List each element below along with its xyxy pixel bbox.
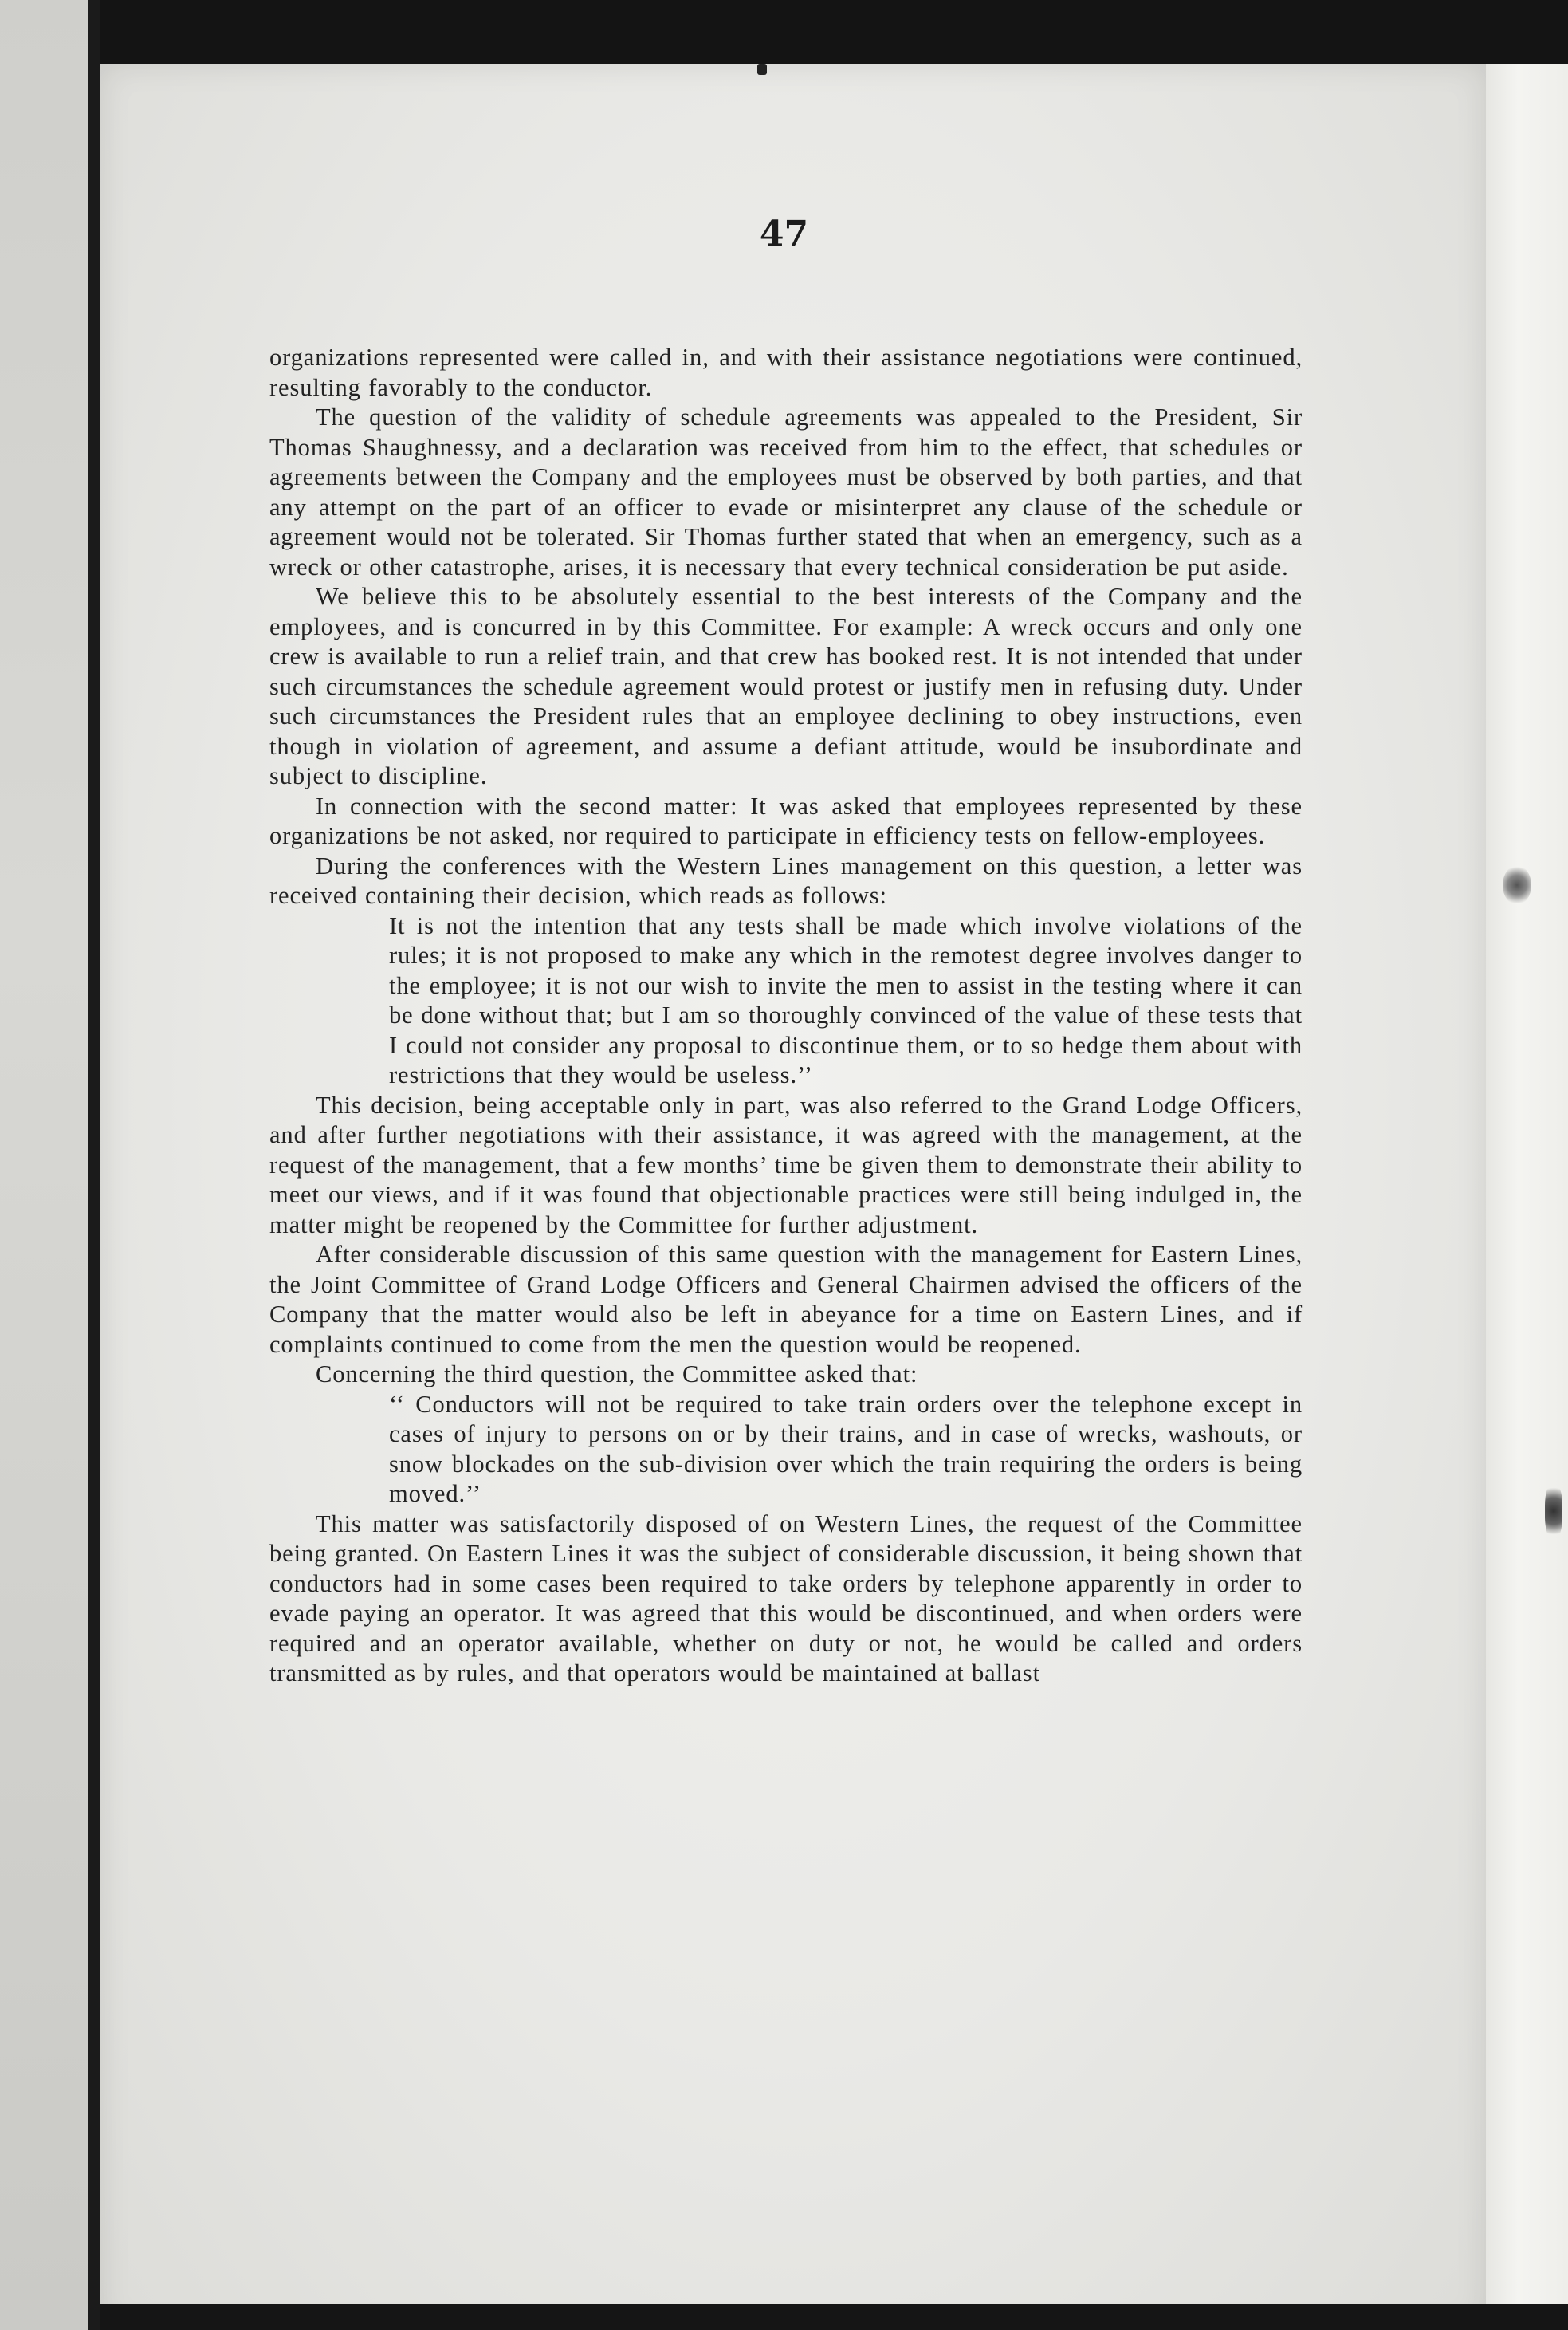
ink-speck <box>757 64 767 75</box>
quote-train-orders: ‘‘ Conductors will not be required to take train orders over the telephone except in cases of injury to persons on or by their trains, and in case of wrecks, washouts, or snow blockades on the sub-division over which the train requiring the orders is being moved.’’ <box>389 1390 1303 1507</box>
paragraph-continuation: organizations represented were called in, and with their assistance negotiations were continued, resulting favorably to the conductor. <box>269 344 1303 401</box>
scan-bottom-border <box>100 2304 1568 2330</box>
page-number: 47 <box>759 214 809 254</box>
margin-smudge <box>1503 865 1531 905</box>
paragraph-second-matter: In connection with the second matter: It was asked that employees represented by these organizations be not asked, nor required to participate in efficiency tests on fellow-employees. <box>269 792 1303 849</box>
paragraph-decision-referred: This decision, being acceptable only in part, was also referred to the Grand Lodge Officers, and after further negotiations with their assistance, it was agreed with the management, at the request of the management, that a few months’ time be given them to demonstrate their ability to meet our views, and if it was found that objectionable practices were still being indulged in, the matter might be reopened by the Committee for further adjustment. <box>269 1091 1303 1238</box>
body-text <box>269 343 1303 1689</box>
paragraph-western-lines-letter: During the conferences with the Western Lines management on this question, a letter was received containing their decision, which reads as follows: <box>269 852 1303 909</box>
paragraph-emergency-example: We believe this to be absolutely essential to the best interests of the Company and the employees, and is concurred in by this Committee. For example: A wreck occurs and only one crew is available to run a relief train, and that crew has booked rest. It is not intended that under such circumstances the schedule agreement would protest or justify men in refusing duty. Under such circumstances the President rules that an employee declining to obey instructions, even though in violation of agreement, and assume a defiant attitude, would be insubordinate and subject to discipline. <box>269 583 1303 789</box>
scan-top-border <box>100 0 1568 64</box>
binding-shadow <box>88 0 100 2330</box>
paragraph-schedule-validity: The question of the validity of schedule agreements was appealed to the President, Sir Thomas Shaughnessy, and a declaration was received from him to the effect, that schedules or agreements between the Company and the employees must be observed by both parties, and that any attempt on the part of an officer to evade or misinterpret any clause of the schedule or agreement would not be tolerated. Sir Thomas further stated that when an emergency, such as a wreck or other catastrophe, arises, it is necessary that every technical consideration be put aside. <box>269 403 1303 581</box>
paragraph-third-question: Concerning the third question, the Committee asked that: <box>316 1360 918 1387</box>
quote-efficiency-tests: It is not the intention that any tests shall be made which involve violations of the rules; it is not proposed to make any which in the remotest degree involves danger to the employee; it is not our wish to invite the men to assist in the testing where it can be done without that; but I am so thoroughly convinced of the value of these tests that I could not consider any proposal to discontinue them, or to so hedge them about with restrictions that they would be useless.’’ <box>389 911 1303 1088</box>
margin-smudge-lower <box>1545 1483 1562 1539</box>
paragraph-disposition: This matter was satisfactorily disposed of on Western Lines, the request of the Committee being granted. On Eastern Lines it was the subject of considerable discussion, it being shown that conductors had in some cases been required to take orders by telephone apparently in order to evade paying an operator. It was agreed that this would be discontinued, and when orders were required and an operator available, whether on duty or not, he would be called and orders transmitted as by rules, and that operators would be maintained at ballast <box>269 1509 1303 1686</box>
facing-page-edge <box>0 0 88 2330</box>
page-right-margin <box>1486 64 1568 2330</box>
paragraph-eastern-lines: After considerable discussion of this same question with the management for Eastern Lines, the Joint Committee of Grand Lodge Officers and General Chairmen advised the officers of the Company that the matter would also be left in abeyance for a time on Eastern Lines, and if complaints continued to come from the men the question would be reopened. <box>269 1241 1303 1358</box>
